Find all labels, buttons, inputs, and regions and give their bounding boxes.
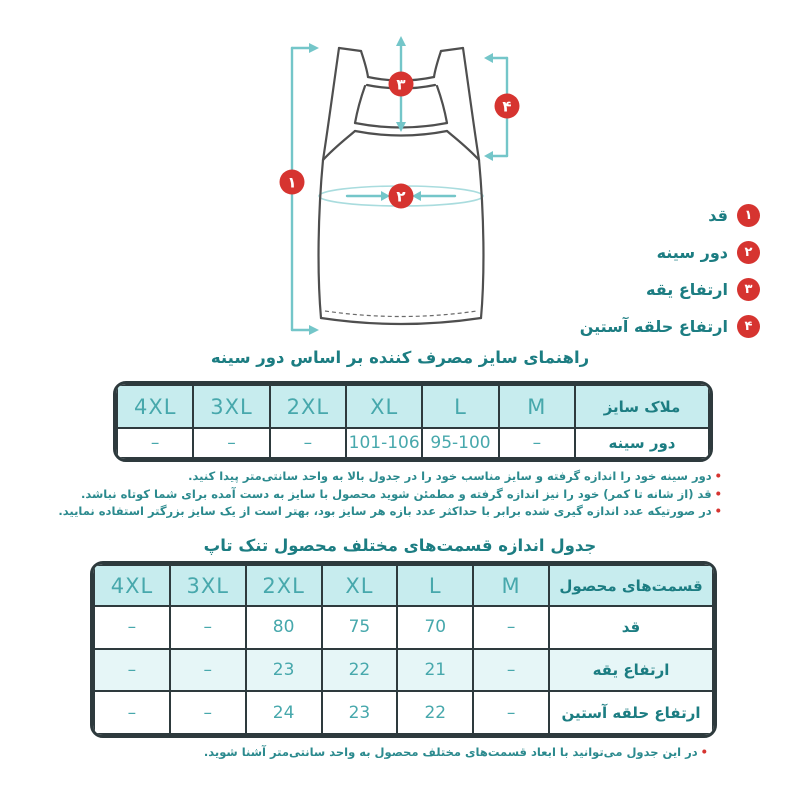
cell-length-xl: 75 <box>322 606 398 649</box>
parts-table-header-row <box>94 565 713 606</box>
size-guide-chest-row <box>117 428 709 458</box>
badge-1: ۱ <box>287 173 297 192</box>
size-guide-col-4xl: 4XL <box>117 385 193 428</box>
note-text-3: در صورتیکه عدد اندازه گیری شده برابر با حداکثر عدد بازه هر سایز بود، بهتر است از یک سایز بزرگتر استفاده نمایید. <box>58 504 712 518</box>
size-guide-col-xl: XL <box>346 385 422 428</box>
cell-collar-xl: 22 <box>322 649 398 692</box>
cell-collar-l: 21 <box>397 649 473 692</box>
legend-badge-3: ۳ <box>737 278 760 301</box>
cell-chest-xl: 101-106 <box>346 428 422 458</box>
cell-armhole-4xl: – <box>94 691 170 734</box>
cell-armhole-2xl: 24 <box>246 691 322 734</box>
size-guide-col-l: L <box>422 385 498 428</box>
size-guide-col-criterion: ملاک سایز <box>575 385 709 428</box>
legend-item-collar <box>580 276 760 303</box>
cell-armhole-m: – <box>473 691 549 734</box>
cell-armhole-l: 22 <box>397 691 473 734</box>
note-text-bottom: در این جدول می‌توانید با ابعاد قسمت‌های مختلف محصول به واحد سانتی‌متر آشنا شوید. <box>203 745 698 759</box>
measurement-legend <box>580 202 760 340</box>
bullet-icon: • <box>714 486 722 501</box>
legend-item-armhole <box>580 313 760 340</box>
legend-label-armhole: ارتفاع حلقه آستین <box>579 317 728 336</box>
size-guide-col-m: M <box>499 385 575 428</box>
note-line-1 <box>58 468 722 486</box>
cell-chest-l: 95-100 <box>422 428 498 458</box>
cell-chest-m: – <box>499 428 575 458</box>
size-guide-notes <box>58 468 722 521</box>
legend-item-chest <box>580 239 760 266</box>
size-guide-title: راهنمای سایز مصرف کننده بر اساس دور سینه <box>210 348 590 367</box>
cell-length-2xl: 80 <box>246 606 322 649</box>
hem-stitch-line <box>325 311 477 317</box>
badge-4: ۴ <box>502 97 512 116</box>
bullet-icon: • <box>700 745 708 759</box>
legend-label-collar: ارتفاع یقه <box>646 280 728 299</box>
legend-badge-1: ۱ <box>737 204 760 227</box>
cell-armhole-xl: 23 <box>322 691 398 734</box>
bullet-icon: • <box>714 504 722 518</box>
note-text-2: قد (از شانه تا کمر) خود را نیز اندازه گرفته و مطمئن شوید محصول با سایز به دست آمده برای شما کوتاه نباشد. <box>80 486 712 501</box>
parts-table-note <box>204 744 708 762</box>
legend-badge-2: ۲ <box>737 241 760 264</box>
parts-row-armhole <box>94 691 713 734</box>
cell-length-3xl: – <box>170 606 246 649</box>
cell-chest-4xl: – <box>117 428 193 458</box>
size-guide-table <box>113 381 713 462</box>
row-label-collar: ارتفاع یقه <box>549 649 713 692</box>
cell-collar-2xl: 23 <box>246 649 322 692</box>
size-guide-header-row <box>117 385 709 428</box>
cell-collar-m: – <box>473 649 549 692</box>
parts-table <box>90 561 717 738</box>
badge-2: ۲ <box>396 187 406 206</box>
cell-length-l: 70 <box>397 606 473 649</box>
collar-arrow <box>389 36 414 132</box>
parts-row-collar <box>94 649 713 692</box>
cell-length-m: – <box>473 606 549 649</box>
parts-col-3xl: 3XL <box>170 565 246 606</box>
size-guide-col-2xl: 2XL <box>270 385 346 428</box>
note-line-3 <box>58 503 722 521</box>
length-arrow <box>280 43 320 335</box>
cell-armhole-3xl: – <box>170 691 246 734</box>
cell-length-4xl: – <box>94 606 170 649</box>
parts-table-title: جدول اندازه قسمت‌های مختلف محصول تنک تاپ <box>203 536 597 555</box>
legend-item-length <box>580 202 760 229</box>
cell-collar-4xl: – <box>94 649 170 692</box>
badge-3: ۳ <box>396 75 406 94</box>
row-label-chest: دور سینه <box>575 428 709 458</box>
parts-col-l: L <box>397 565 473 606</box>
armhole-bracket <box>484 53 520 161</box>
cell-collar-3xl: – <box>170 649 246 692</box>
size-guide-col-3xl: 3XL <box>193 385 269 428</box>
legend-badge-4: ۴ <box>737 315 760 338</box>
legend-label-chest: دور سینه <box>656 243 728 262</box>
bullet-icon: • <box>714 469 722 483</box>
tank-top-measurement-diagram <box>255 28 555 358</box>
note-line-bottom <box>204 744 708 762</box>
note-text-1: دور سینه خود را اندازه گرفته و سایز مناسب خود را در جدول بالا به واحد سانتی‌متر پیدا کنید. <box>188 469 712 483</box>
legend-label-length: قد <box>708 206 728 225</box>
parts-col-xl: XL <box>322 565 398 606</box>
parts-row-length <box>94 606 713 649</box>
row-label-length: قد <box>549 606 713 649</box>
parts-col-m: M <box>473 565 549 606</box>
parts-col-name: قسمت‌های محصول <box>549 565 713 606</box>
parts-col-2xl: 2XL <box>246 565 322 606</box>
cell-chest-2xl: – <box>270 428 346 458</box>
parts-col-4xl: 4XL <box>94 565 170 606</box>
cell-chest-3xl: – <box>193 428 269 458</box>
note-line-2 <box>58 486 722 504</box>
row-label-armhole: ارتفاع حلقه آستین <box>549 691 713 734</box>
